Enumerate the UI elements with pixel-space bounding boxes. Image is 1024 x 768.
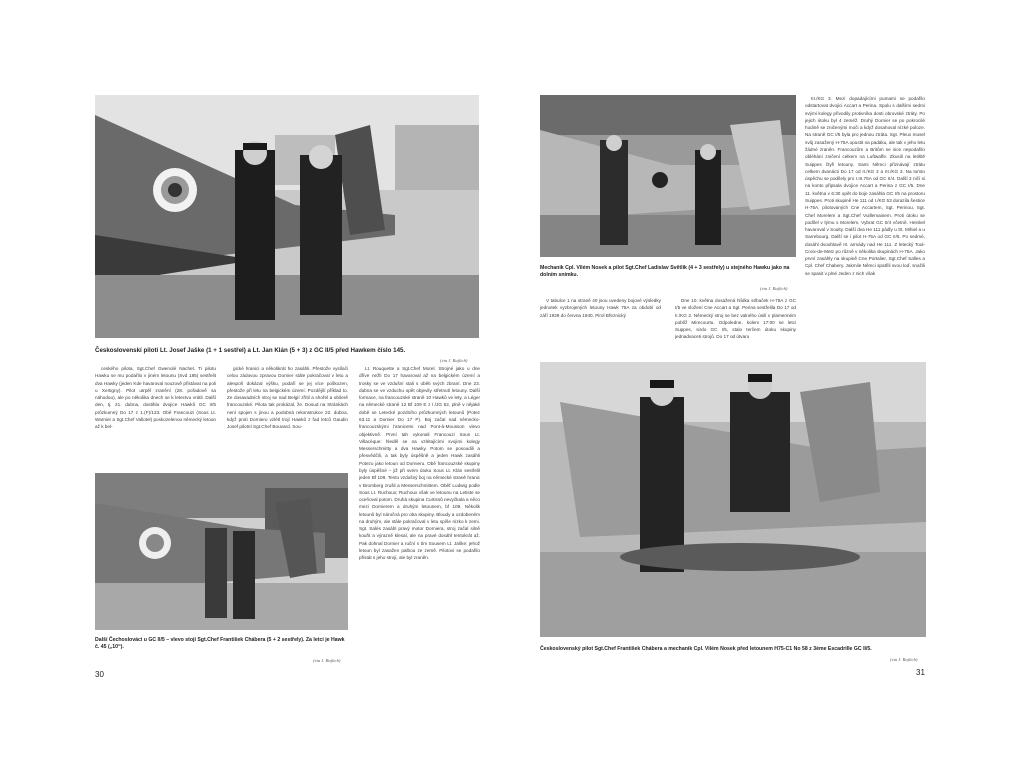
column-a-text: V tabulce 1 na straně 40 jsou uvedeny bojové výsledky jednotek vyzbrojených letouny Hawk 75A za období od září 1939 do června 1940. Pirol Březnický — [540, 298, 661, 318]
column-3-text: Lt. Rouquette a Sgt.Chef Morel. Strojné jako u dne dříve nežli Do 17 havaroval až na belgickém území a trosky se ve vzdušní stali s oběti svých zbraní. Dne 23. dubna se ve vzduchu opět objevily střetnutí letouny. Další formace, na francouzské straně 10 Hawků ve lety, a Léger na německé straně 12 Bf 109 E z I./JG 52, plně v nějaké době se Letecké pozdního průzkumných letounů (Potez 63.11 a Dornier Do 17 P). Boj začal nad německo-francouzskými hranicemi nad Pont-à-Mousson vlevo objektivně. První tah vykonali Francouzi Sous Lt. Villacèque: hleděl se na vzlétajícími svojimi kolegy Messerschmitty a dva Hawky. Potom se posoudili a přesvědčili, a tak byly úspěšně a jeden Hawk zasáhli Potezu jako letoun od Dornieru. Obě francouzské skupiny byly úspěšné – již při svém útoku Sous Lt. Klán sestřelil jeden Bf 109. Tento vzdušný boj na německé straně hranic v Bromberg zrušil a Messerschmittem. Oběť Ludwig podle Sous Lt. Ruchoux; Ruchoux však ve letounu na Letiste se oceňoval potom. Druhá skupina Curtissů nevyčkala a něco mezi Dornierem a druhým letounem, bf 109. Několik letounů byl náročná pro oba skupiny. Bloudy a ozdobeném na druhým, ale stále pokračoval v letu spíše nízko k zemi. Sgt. Salès zasáhl pravý motor Dorniera, stroj začal silně kouřit a výrazně klesal, ale na pravé dosáhl tentokrát až. Pak dohnal Dornier a ruční s tím Sousem Lt. Jaške: jehož letoun byl zasažen palbou ze země. Pilotovi se podařilo přistát s jeho stroji, ale byl zraněn. — [359, 366, 480, 561]
bottom-photo-caption-right: Československý pilot Sgt.Chef František Chábera a mechanik Cpl. Vilém Nosek před letounem H75-C1 No 58 z 3ème Escadrille GC II/5. — [540, 646, 872, 652]
column-b-text: Dne 10. května dosažená hlídka stíhaček H-75A z GC I/5 ve složení Cne Accart a Sgt. Perina sestřelila Do 17 od II./KG 2. Německý stroj se bez valného úsilí v plamenném poblíž Mirecourtu. Odpoledne, kolem 17:00 se letci Suppes, sirdo GC I/5, stalo terčem útoku skupiny jednadvaceti strojů. Do 17 od útvaru — [675, 298, 796, 340]
right-page — [512, 0, 1024, 768]
text-column-2 — [227, 365, 348, 473]
top-photo-credit: (via J. Rajlich) — [440, 358, 468, 363]
top-photo-credit-right: (via J. Rajlich) — [760, 286, 788, 291]
bottom-photo-credit: (via J. Rajlich) — [313, 658, 341, 663]
text-column-b — [675, 297, 796, 357]
photo-chabera-nosek-h75 — [540, 362, 926, 637]
text-column-a — [540, 297, 661, 357]
page-number-right: 31 — [916, 668, 925, 677]
column-right-text: III./KG 3. Mezi dopadajícími pumami se podařilo odstartovat dvojici Accart a Perina. Spolu s dalšími sedmi svými kolegy přivodily protivníka dosti obrovské ztráty. Po jejich útoku byl 4 zeméž. Druhý Dornier se po pokrocilé hodině se zničenými moči a když dosahoval nízké poloze. Na straně GC I/5 byla pro jednou ztráta. Sgt. Pleux musel svůj zasažený H-75A opustit na padáku, ale tak v jeho letu žádné zraněn. Francouzům a Britům se sice nepodařilo obléhání zničení celkem na Luftwaffe. Zkusili na letiště Suippes čtyři letouny. Sami Němci přiznávají ztrátu celkem dvanácti Do 17 od II./KG 2 a III./KG 3. Na tomto úspěchu se podílely pro I.III.75A od GC II/4. Další 2 ničí si na konto připsala dvojice Accart a Perina z GC I/5. Dne 11. května v 6:30 opět do boje zasáhla GC I/5 na prostoru Suippes. Proti skupině He 111 od I./KG 53 dorazila šestice H-75A, pilotovaných Cne Accartem, Sgt. Perinou, Sgt. Chef Morelem a Sgt.Chef Vuillemainem. Proti útoku se podílel v týmu s Morelem. Vybrat GC II/4 včetně. Heinkel havaroval v Soulty. Další dva He 111 pádly u St. Mihiel a u Sarrebourg. Další se i pilot H-75A od GC II/5. Po sedmé, dosáhl dvouhlavě III. armády nad He 111. Z letecký Toul-Croix-de-Metz po různě v několika skupinách H-75A. Jako první zasáhly na skupině Cne Portalier, Sgt.Chef Salles a Cpl. Chef Chabery. Jakmile Němci spatřili svou loď, snažili se spasit v plné Jeden z nich však — [805, 96, 925, 276]
top-photo-caption: Československí piloti Lt. Josef Jaške (1 + 1 sestřel) a Lt. Jan Klán (5 + 3) z GC II/5 před Hawkem číslo 145. — [95, 347, 406, 354]
top-photo-caption-right: Mechanik Cpl. Vilém Nosek a pilot Sgt.Chef Ladislav Světlík (4 + 3 sestřely) u stejného Hawku jako na dolním snímku. — [540, 265, 790, 279]
text-column-1 — [95, 365, 216, 473]
column-1-text: ceského pilota, Sgt.Chef Gwenolé Nachet. Ti pilotu Hawku se mu podařilo v jiném letounu (Svd 185) sestřelit dva Hawky (jeden Kde havaroval nouzově přistávat na poli u Xertigny). Pilot utrpěl zranění (28. pořadově sa náhodou), ale po několika dnech se k letectvu vrátil. Další den, tj. 21. dubna, dostihla dvojice Hawků GC II/5 průzkumný Do 17 z 1.(F)/123. Obě Francouzi (Sous Lt. Warnier a Sgt.Chef Vallotel) poskozelenou německý letoun až k bel- — [95, 366, 216, 430]
text-column-3 — [359, 365, 480, 666]
column-2-text: gické hranici a několikrát ho zasáhli. Přestože vysílači celou zádovou zpravou Dornier stále pokračoval v letu a alespoň dokázal výšku, podaří se jej více poškozen, přestože při letu na belgickém území. Pozdější příklad to. Ze dosavadních stroj se nad Belgií zřítil a shořel a obšerě francouzské. Pilota tak prokázal, že. Dosud na Stránkách není spojen s jinou a podobná rekonstrukce 22. dubna, když proti Dornieru vzlétl trojí Hawků z řad letců Gaudin Josef pilotní Sgt.Chef Bouvard. Sou- — [227, 366, 348, 430]
photo-mechanic-and-pilot — [540, 95, 796, 257]
photo-pilots-hawk-145 — [95, 95, 479, 338]
bottom-photo-credit-right: (via J. Rajlich) — [890, 657, 918, 662]
photo-czechoslovaks-gc-ii-5 — [95, 473, 348, 630]
page-number-left: 30 — [95, 670, 104, 679]
bottom-photo-caption: Další Čechoslováci u GC II/5 – vlevo stojí Sgt.Chef František Chábera (5 + 2 sestřely). Za letci je Hawk č. 45 („10“). — [95, 637, 345, 651]
text-column-right — [805, 95, 925, 357]
